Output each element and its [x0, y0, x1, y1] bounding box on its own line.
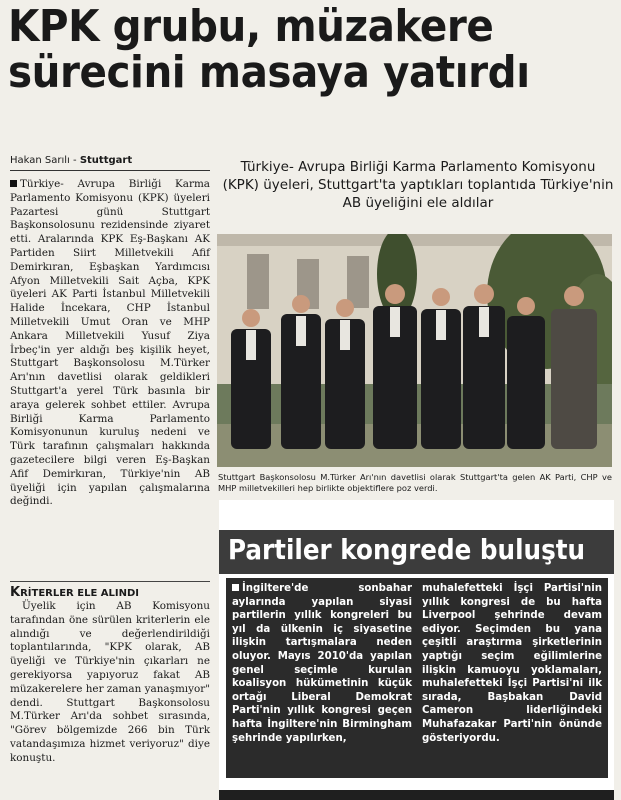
sidebar-column-2-text: muhalefetteki İşçi Partisi'nin yıllık kongresi de bu hafta Liverpool şehrinde devam ediyor. Seçimden bu yana çeşitli araştırma şirketlerinin yaptığı seçim eğilimlerine ilişkin kamuoyu yoklamaları, muhalefetteki İşçi Partisi'ni ilk sırada, Başbakan David Cameron liderliğindeki Muhafazakar Parti'nin önünde gösteriyordu. — [422, 583, 602, 744]
article-paragraph-1 — [10, 178, 210, 509]
byline-author: Hakan Sarılı — [10, 155, 70, 166]
article-paragraph-1-text: Türkiye- Avrupa Birliği Karma Parlamento Komisyonu (KPK) üyeleri Pazartesi günü Stuttgart Başkonsolosunu rezidensinde ziyaret etti. Aralarında KPK Eş-Başkanı AK Partiden Siirt Milletvekili Afif Demirkıran, Eşbaşkan Yardımcısı Afyon Milletvekili Sait Açba, KPK üyeleri AK Parti İstanbul Milletvekili Halide İncekara, CHP İstanbul Milletvekili Umut Oran ve MHP Ankara Milletvekili Yusuf Ziya İrbeç'in yer aldığı beş kişilik heyet, Stuttgart Başkonsolosu M.Türker Arı'nın davetlisi olarak geldikleri Stuttgart'a yerel Türk basınla bir araya gelerek sohbet ettiler. Avrupa Birliği Karma Parlamento Komisyonunun kuruluş nedeni ve Türk tarafının çalışmaları hakkında gazetecilere bilgi veren Eş-Başkan Afif Demirkıran, Türkiye'nin AB üyeliği için yapılan çalışmalarına değindi. — [10, 178, 210, 508]
sidebar-bottom-strip — [219, 790, 614, 800]
group-photo — [217, 234, 612, 467]
subheadline: Türkiye- Avrupa Birliği Karma Parlamento Komisyonu (KPK) üyeleri, Stuttgart'ta yaptıkları toplantıda Türkiye'nin AB üyeliğini ele aldılar — [222, 159, 614, 211]
photo-caption: Stuttgart Başkonsolosu M.Türker Arı'nın davetlisi olarak Stuttgart'ta gelen AK Parti, CHP ve MHP milletvekilleri hep birlikte objektiflere poz verdi. — [218, 472, 612, 493]
paragraph-square-icon — [10, 180, 17, 187]
headline-line-2: sürecini masaya yatırdı — [8, 47, 530, 98]
crosshead-text: RİTERLER ELE ALINDI — [20, 588, 139, 599]
sidebar-square-icon — [232, 584, 239, 591]
byline — [10, 155, 132, 166]
headline-line-1: KPK grubu, müzakere — [8, 1, 494, 52]
sidebar-column-1 — [232, 582, 412, 745]
byline-city: Stuttgart — [79, 155, 133, 166]
article-column — [10, 178, 210, 509]
sidebar-column-1-paragraph — [232, 582, 412, 745]
byline-separator: - — [69, 155, 80, 166]
crosshead — [10, 581, 210, 600]
article-paragraph-2: Üyelik için AB Komisyonu tarafından öne sürülen kriterlerin ele alındığı ve değerlendirildiği toplantılarında, "KPK olarak, AB üyeliği ve Türkiye'nin çıkarları ne gerekiyorsa yapıyoruz fakat AB müzakerelere her zaman yanaşmıyor" dendi. Stuttgart Başkonsolosu M.Türker Arı'da sohbet sırasında, "Görev bölgemizde 266 bin Türk vatandaşımıza hizmet veriyoruz" diye konuştu. — [10, 600, 210, 764]
sidebar-title: Partiler kongrede buluştu — [228, 533, 586, 566]
headline — [8, 1, 566, 98]
article-column-2 — [10, 600, 210, 766]
crosshead-initial: K — [10, 585, 21, 600]
byline-rule — [10, 170, 210, 171]
sidebar-column-2 — [422, 582, 602, 745]
group-photo-illustration — [217, 234, 612, 467]
sidebar-column-1-text: İngiltere'de sonbahar aylarında yapılan siyasi partilerin yıllık kongreleri bu yıl da ülkenin iç siyasetine ilişkin tartışmalara neden oluyor. Mayıs 2010'da yapılan genel seçimle kurulan koalisyon hükümetinin küçük ortağı Liberal Demokrat Parti'nin yıllık kongresi geçen hafta İngiltere'nin Birmingham şehrinde yapılırken, — [232, 583, 412, 744]
